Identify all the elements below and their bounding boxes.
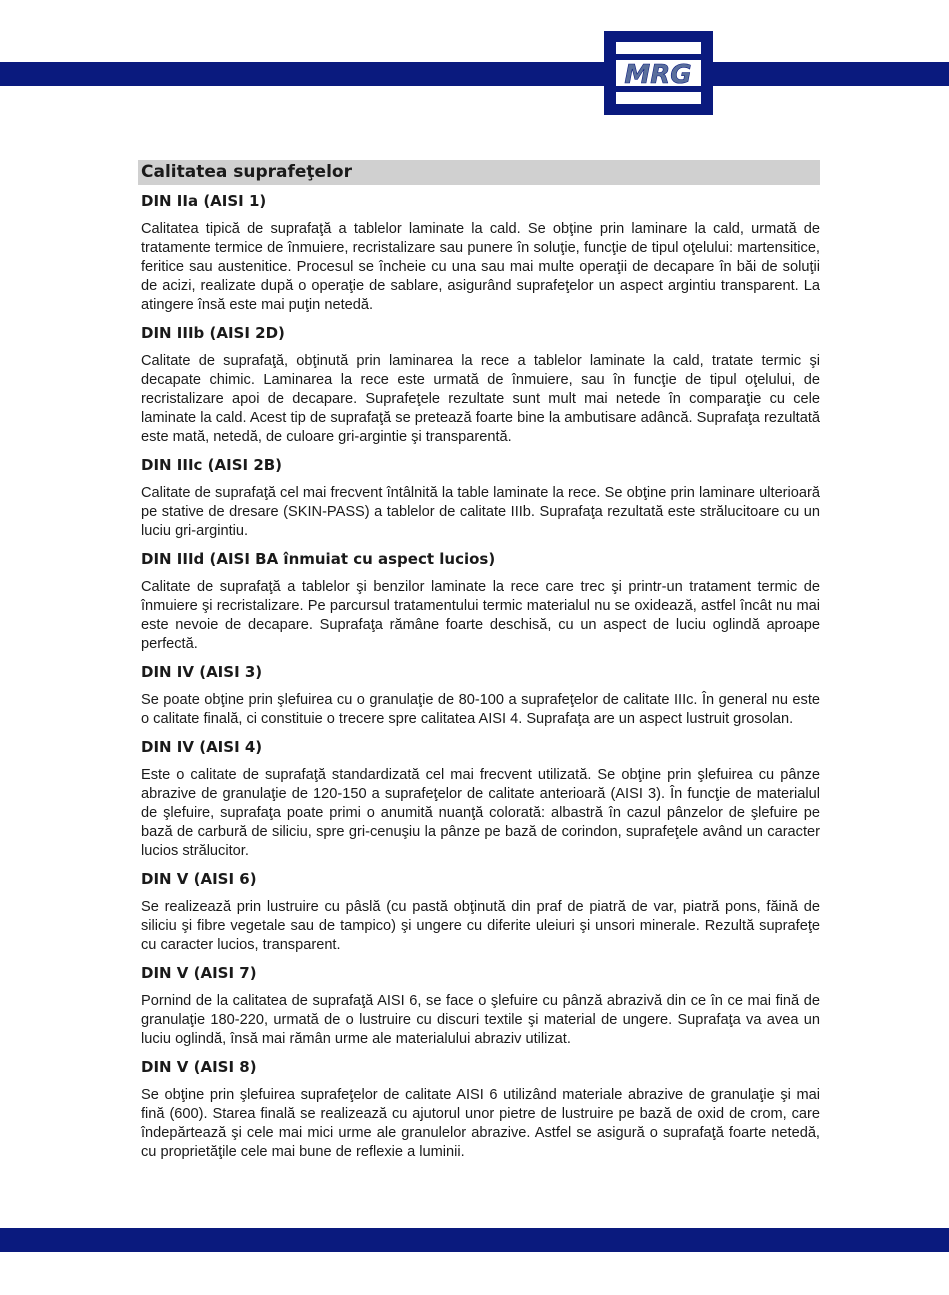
section-heading: DIN IV (AISI 3): [141, 663, 263, 681]
logo-mark: [616, 42, 701, 104]
section-heading: DIN IIIb (AISI 2D): [141, 324, 285, 342]
section-paragraph: Pornind de la calitatea de suprafaţă AISI 6, se face o şlefuire cu pânză abrazivă din ce în ce mai fină de granulaţie 180-220, urmată de o lustruire cu discuri textile şi material de ungere. Suprafaţa va avea un luciu oglindă, însă mai rămân urme ale materialului abraziv utilizat.: [141, 993, 820, 1047]
section-paragraph: Se obţine prin şlefuirea suprafeţelor de calitate AISI 6 utilizând materiale abrazive de granulaţie şi mai fină (600). Starea finală se realizează cu ajutorul unor pietre de lustruire pe bază de oxid de crom, care îndepărtează şi cele mai mici urme ale granulelor abrazive. Astfel se asigură o suprafaţă foarte netedă, cu proprietăţile cele mai bune de reflexie a luminii.: [141, 1087, 820, 1160]
mrg-logo-icon: [616, 42, 701, 104]
section-list: [138, 191, 820, 1162]
section-paragraph: Se poate obţine prin şlefuirea cu o granulaţie de 80-100 a suprafeţelor de calitate IIIc. În general nu este o calitate finală, ci constituie o trecere spre calitatea AISI 4. Suprafaţa are un aspect lustruit grosolan.: [141, 692, 820, 727]
footer-band: [0, 1228, 949, 1252]
section-heading: DIN IIId (AISI BA înmuiat cu aspect lucios): [141, 550, 496, 568]
section-heading: DIN V (AISI 7): [141, 964, 257, 982]
header-band: [0, 62, 949, 86]
section-heading: DIN V (AISI 6): [141, 870, 257, 888]
section-paragraph: Calitate de suprafaţă cel mai frecvent întâlnită la table laminate la rece. Se obţine prin laminare ulterioară pe stative de dresare (SKIN-PASS) a tablelor de calitate IIIb. Suprafaţa rezultată este strălucitoare cu un luciu gri-argintiu.: [141, 485, 820, 539]
section-heading: DIN IIIc (AISI 2B): [141, 456, 283, 474]
section-paragraph: Este o calitate de suprafaţă standardizată cel mai frecvent utilizată. Se obţine prin şlefuirea cu pânze abrazive de granulaţie de 120-150 a suprafeţelor de calitate anterioară (AISI 3). În funcţie de materialul de şlefuire, suprafaţa poate primi o anumită nuanţă colorată: albastră în cazul pânzelor de şlefuire pe bază de carbură de siliciu, spre gri-cenuşiu la pânze pe bază de corindon, suprafeţele având un caracter lucios strălucitor.: [141, 767, 820, 859]
section-paragraph: Se realizează prin lustruire cu pâslă (cu pastă obţinută din praf de piatră de var, piatră pons, făină de siliciu şi fibre vegetale sau de tampico) şi ungere cu diferite uleiuri şi unsori minerale. Rezultă suprafeţe cu caracter lucios, transparent.: [141, 899, 820, 953]
section-paragraph: Calitate de suprafaţă, obţinută prin laminarea la rece a tablelor laminate la cald, tratate termic şi decapate chimic. Laminarea la rece este urmată de înmuiere, sau în funcţie de tipul oţelului, de recristalizare apoi de decapare. Suprafeţele rezultate sunt mult mai netede în comparaţie cu cele laminate la cald. Acest tip de suprafaţă se pretează foarte bine la ambutisare adâncă. Suprafaţa rezultată este mată, netedă, de culoare gri-argintie şi transparentă.: [141, 353, 820, 445]
section-paragraph: Calitate de suprafaţă a tablelor şi benzilor laminate la rece care trec şi printr-un tratament termic de înmuiere şi recristalizare. Pe parcursul tratamentului termic materialul nu se oxidează, astfel încât nu mai este nevoie de decapare. Suprafaţa rămâne foarte deschisă, cu un aspect de luciu oglindă aproape perfectă.: [141, 579, 820, 652]
section-heading: DIN IIa (AISI 1): [141, 192, 267, 210]
section-paragraph: Calitatea tipică de suprafaţă a tablelor laminate la cald. Se obţine prin laminare la cald, urmată de tratamente termice de înmuiere, recristalizare sau punere în soluţie, funcţie de tipul oţelului: martensitice, feritice sau austenitice. Procesul se încheie cu una sau mai multe operaţii de decapare în băi de soluţii de acizi, realizate după o operaţie de sablare, asigurând suprafeţelor un aspect argintiu transparent. La atingere însă este mai puţin netedă.: [141, 221, 820, 313]
logo-text: MRG: [624, 60, 692, 90]
section-heading: DIN IV (AISI 4): [141, 738, 263, 756]
company-logo: [604, 31, 713, 115]
page-title: Calitatea suprafeţelor: [138, 160, 820, 185]
section-heading: DIN V (AISI 8): [141, 1058, 257, 1076]
document-body: [138, 160, 820, 1170]
